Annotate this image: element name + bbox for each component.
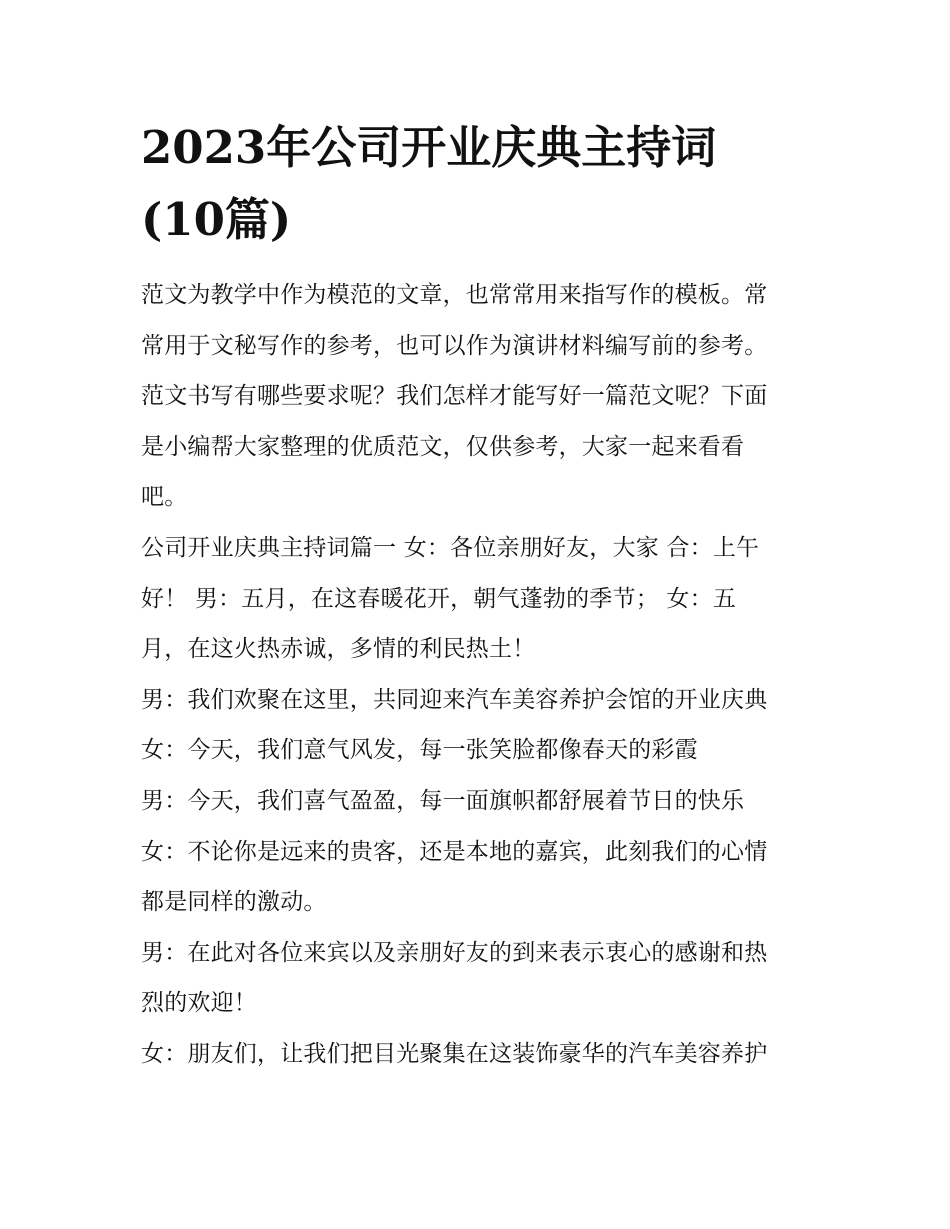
- dialogue-paragraph: [141, 523, 821, 675]
- text-line: 范文书写有哪些要求呢？我们怎样才能写好一篇范文呢？下面: [141, 383, 768, 410]
- text-line: 男：我们欢聚在这里，共同迎来汽车美容养护会馆的开业庆典: [141, 686, 768, 713]
- text-line: 月，在这火热赤诚，多情的利民热土！: [141, 636, 536, 663]
- text-line: 女：朋友们，让我们把目光聚集在这装饰豪华的汽车美容养护: [141, 1040, 768, 1067]
- text-line: 公司开业庆典主持词篇一 女：各位亲朋好友，大家 合：上午: [141, 534, 760, 561]
- text-line: 范文为教学中作为模范的文章，也常常用来指写作的模板。常: [141, 282, 768, 308]
- text-line: 好！ 男：五月，在这春暖花开，朝气蓬勃的季节； 女：五: [141, 585, 737, 612]
- text-line: 女：不论你是远来的贵客，还是本地的嘉宾，此刻我们的心情: [141, 838, 768, 865]
- dialogue-paragraph: [141, 675, 821, 726]
- text-line: 吧。: [141, 484, 188, 511]
- intro-paragraph: [141, 270, 821, 523]
- dialogue-paragraph: [141, 776, 821, 827]
- text-line: 是小编帮大家整理的优质范文，仅供参考，大家一起来看看: [141, 433, 745, 460]
- text-line: 男：在此对各位来宾以及亲朋好友的到来表示衷心的感谢和热: [141, 939, 768, 966]
- document-title: [141, 112, 821, 256]
- text-line: 女：今天，我们意气风发，每一张笑脸都像春天的彩霞: [141, 737, 698, 764]
- text-line: 都是同样的激动。: [141, 889, 327, 916]
- text-line: 常用于文秘写作的参考，也可以作为演讲材料编写前的参考。: [141, 332, 768, 359]
- title-line: (10篇): [141, 193, 292, 246]
- text-line: 男：今天，我们喜气盈盈，每一面旗帜都舒展着节日的快乐: [141, 787, 745, 814]
- dialogue-paragraph: [141, 725, 821, 776]
- dialogue-paragraph: [141, 1029, 821, 1080]
- title-line: 2023年公司开业庆典主持词: [141, 121, 717, 174]
- document-body: [141, 270, 821, 1080]
- document-page: [141, 112, 821, 1080]
- dialogue-paragraph: [141, 928, 821, 1029]
- text-line: 烈的欢迎！: [141, 990, 257, 1017]
- dialogue-paragraph: [141, 827, 821, 928]
